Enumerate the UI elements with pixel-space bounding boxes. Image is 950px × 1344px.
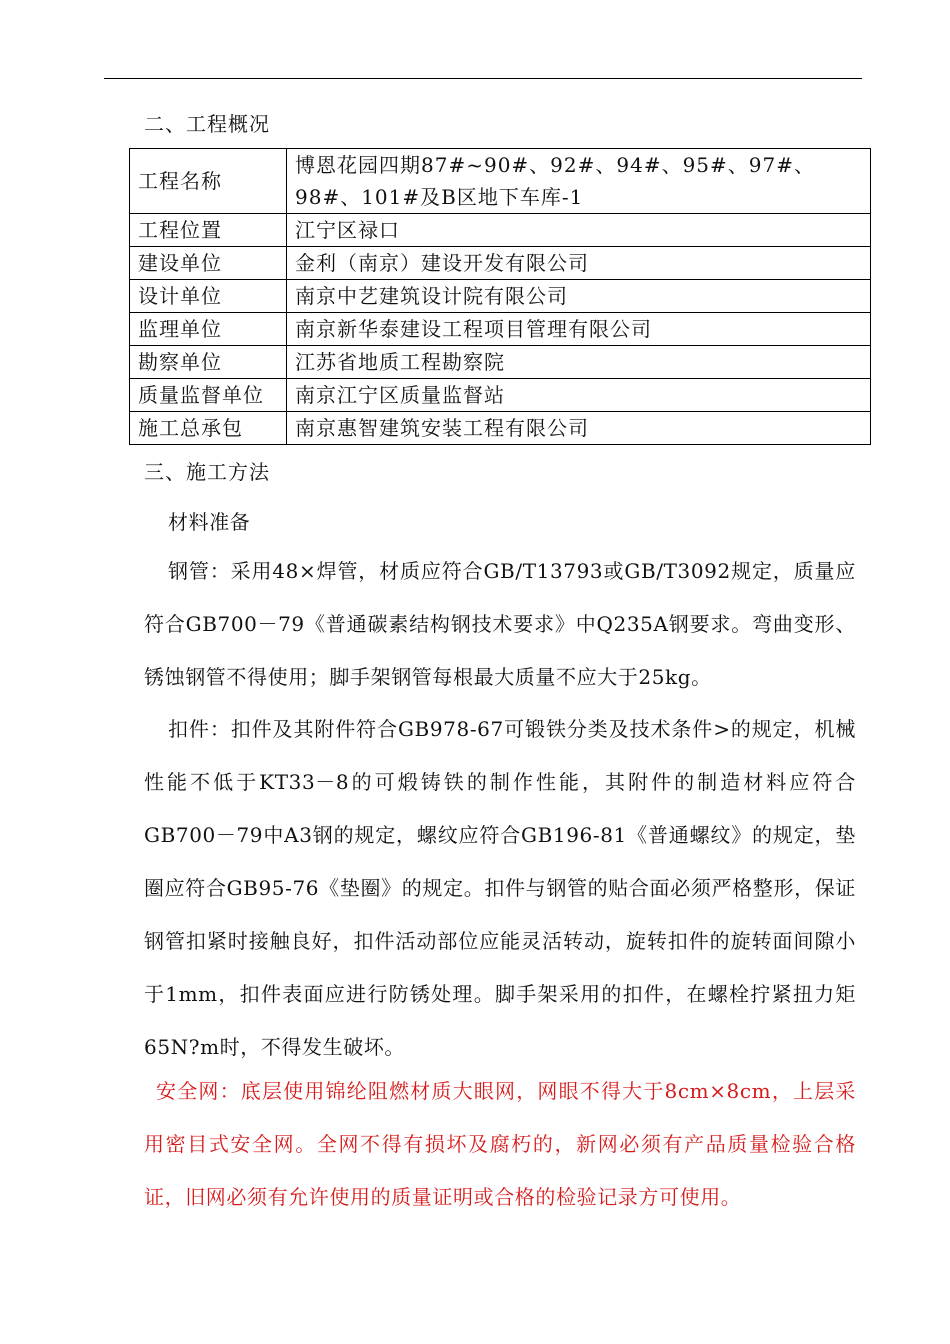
table-row [130,214,871,247]
section-heading-overview: 二、工程概况 [144,112,270,136]
row-value: 南京新华泰建设工程项目管理有限公司 [287,313,871,346]
row-label: 建设单位 [130,247,287,280]
table-row [130,346,871,379]
row-label: 施工总承包 [130,412,287,445]
header-rule [104,78,862,79]
row-label: 工程位置 [130,214,287,247]
project-overview-table [129,148,871,445]
materials-title: 材料准备 [168,510,251,534]
row-value: 金利（南京）建设开发有限公司 [287,247,871,280]
fastener-paragraph: 扣件：扣件及其附件符合GB978-67可锻铁分类及技术条件>的规定，机械性能不低于KT33－8的可煅铸铁的制作性能，其附件的制造材料应符合GB700－79中A3钢的规定，螺纹应符合GB196-81《普通螺纹》的规定，垫圈应符合GB95-76《垫圈》的规定。扣件与钢管的贴合面必须严格整形，保证钢管扣紧时接触良好，扣件活动部位应能灵活转动，旋转扣件的旋转面间隙小于1mm，扣件表面应进行防锈处理。脚手架采用的扣件，在螺栓拧紧扭力矩65N?m时，不得发生破坏。 [144,717,856,1059]
table-row [130,247,871,280]
table-row [130,313,871,346]
table-row [130,280,871,313]
row-value: 南京江宁区质量监督站 [287,379,871,412]
table-row [130,379,871,412]
row-label: 勘察单位 [130,346,287,379]
steel-pipe-paragraph: 钢管：采用48×焊管，材质应符合GB/T13793或GB/T3092规定，质量应符合GB700－79《普通碳素结构钢技术要求》中Q235A钢要求。弯曲变形、锈蚀钢管不得使用；脚手架钢管每根最大质量不应大于25kg。 [144,559,856,689]
row-label: 监理单位 [130,313,287,346]
row-value: 南京中艺建筑设计院有限公司 [287,280,871,313]
safety-net-paragraph: 安全网：底层使用锦纶阻燃材质大眼网，网眼不得大于8cm×8cm，上层采用密目式安全网。全网不得有损坏及腐朽的，新网必须有产品质量检验合格证，旧网必须有允许使用的质量证明或合格的检验记录方可使用。 [144,1079,856,1209]
table-row [130,412,871,445]
row-label: 设计单位 [130,280,287,313]
row-label: 质量监督单位 [130,379,287,412]
row-value: 南京惠智建筑安装工程有限公司 [287,412,871,445]
table-row [130,149,871,214]
row-value: 博恩花园四期87#~90#、92#、94#、95#、97#、98#、101#及B区地下车库-1 [287,149,871,214]
section-heading-method: 三、施工方法 [144,460,270,484]
row-value: 江宁区禄口 [287,214,871,247]
row-label: 工程名称 [130,149,287,214]
row-value: 江苏省地质工程勘察院 [287,346,871,379]
